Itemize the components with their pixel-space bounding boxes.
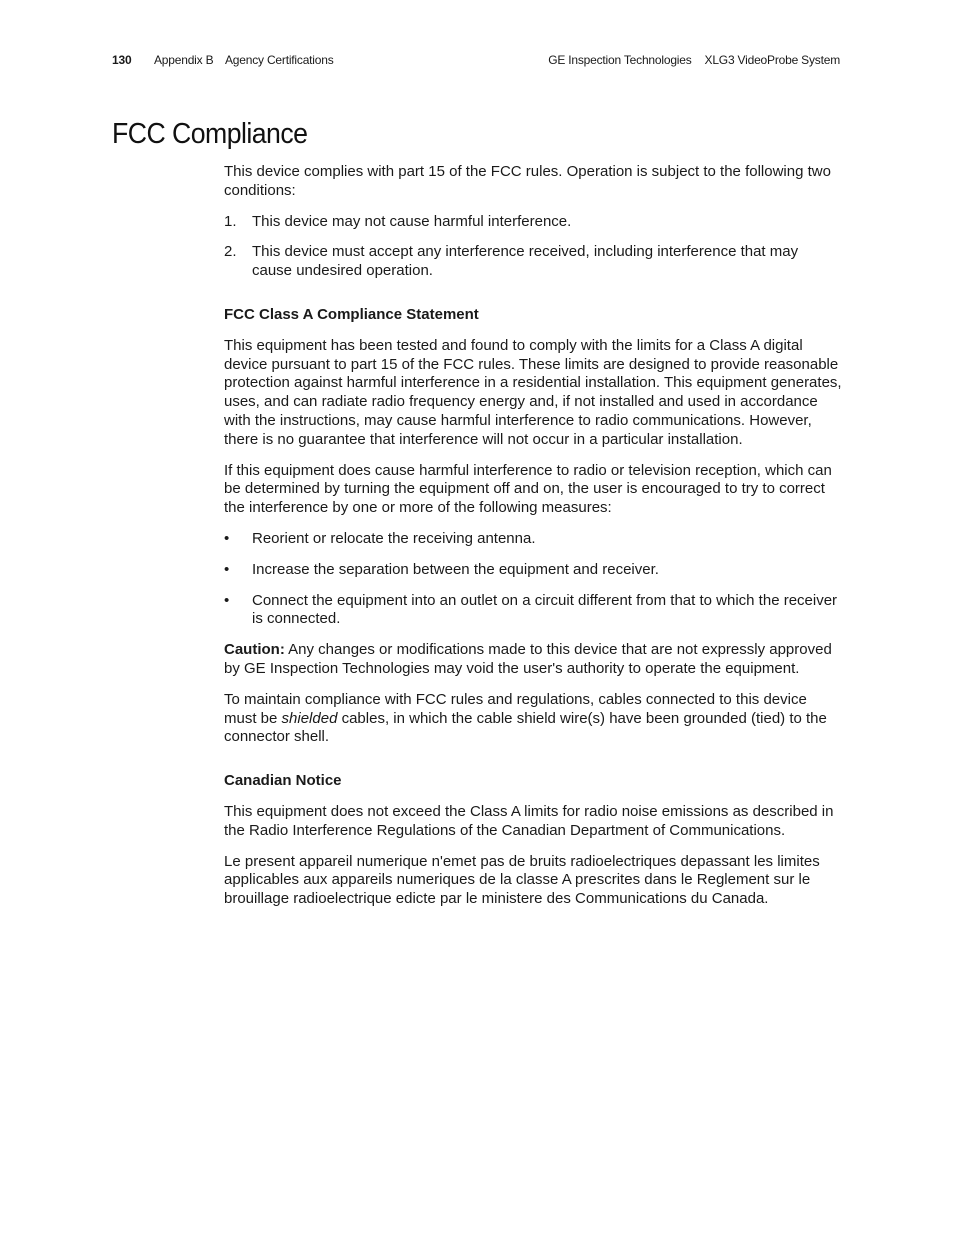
page-title: FCC Compliance — [112, 118, 308, 150]
measure-item-1 — [224, 530, 842, 549]
bullet-marker: • — [224, 529, 230, 547]
list-number: 1. — [224, 212, 237, 230]
measure-item-2 — [224, 561, 842, 580]
class-a-paragraph-2: If this equipment does cause harmful interference to radio or television reception, which can be determined by turning the equipment off and on, the user is encouraged to try to correct the interference by one or more of the following measures: — [224, 461, 832, 517]
canadian-notice-heading: Canadian Notice — [224, 772, 342, 790]
running-header — [112, 53, 840, 69]
section-label: Agency Certifications — [225, 53, 334, 67]
condition-text: This device must accept any interference received, including interference that may cause undesired operation. — [252, 243, 799, 280]
class-a-heading: FCC Class A Compliance Statement — [224, 305, 479, 323]
shield-emphasis: shielded — [281, 709, 338, 727]
caution-text: Any changes or modifications made to this device that are not expressly approved by GE Inspection Technologies may void the user's authority to operate the equipment. — [224, 641, 832, 677]
product-name: XLG3 VideoProbe System — [704, 53, 840, 67]
bullet-marker: • — [224, 560, 230, 578]
canadian-paragraph-english: This equipment does not exceed the Class A limits for radio noise emissions as described in the Radio Interference Regulations of the Canadian Department of Communications. — [224, 802, 834, 839]
document-body — [224, 163, 842, 921]
company-name: GE Inspection Technologies — [548, 53, 692, 67]
shielded-cable-paragraph — [224, 691, 842, 747]
measure-text: Connect the equipment into an outlet on a circuit different from that to which the receiver is connected. — [252, 591, 838, 628]
chapter-label: Appendix B — [154, 53, 214, 67]
condition-text: This device may not cause harmful interference. — [252, 212, 572, 230]
intro-paragraph: This device complies with part 15 of the FCC rules. Operation is subject to the following two conditions: — [224, 163, 831, 199]
measure-item-3 — [224, 592, 842, 630]
caution-paragraph — [224, 641, 842, 679]
shield-text-before: To maintain compliance with FCC rules and regulations, cables connected to this device must be — [224, 690, 807, 727]
shield-text-after: cables, in which the cable shield wire(s) have been grounded (tied) to the connector shell. — [224, 709, 827, 746]
list-number: 2. — [224, 243, 237, 261]
class-a-paragraph-1: This equipment has been tested and found to comply with the limits for a Class A digital device pursuant to part 15 of the FCC rules. These limits are designed to provide reasonable protection against harmful interference in a residential installation. This equipment generates, uses, and can radiate radio frequency energy and, if not installed and used in accordance with the instructions, may cause harmful interference to radio communications. However, there is no guarantee that interference will not occur in a particular installation. — [224, 336, 842, 448]
header-right — [548, 53, 840, 67]
bullet-marker: • — [224, 591, 230, 609]
canadian-paragraph-french: Le present appareil numerique n'emet pas de bruits radioelectriques depassant les limites applicables aux appareils numeriques de la classe A prescrites dans le Reglement sur le brouillage radioelectrique edicte par le ministere des Communications du Canada. — [224, 852, 820, 908]
measure-text: Reorient or relocate the receiving antenna. — [252, 529, 536, 547]
condition-item-1 — [224, 213, 842, 232]
caution-label: Caution: — [224, 641, 285, 659]
measure-text: Increase the separation between the equipment and receiver. — [252, 560, 659, 578]
page-number: 130 — [112, 53, 132, 67]
condition-item-2 — [224, 243, 842, 281]
